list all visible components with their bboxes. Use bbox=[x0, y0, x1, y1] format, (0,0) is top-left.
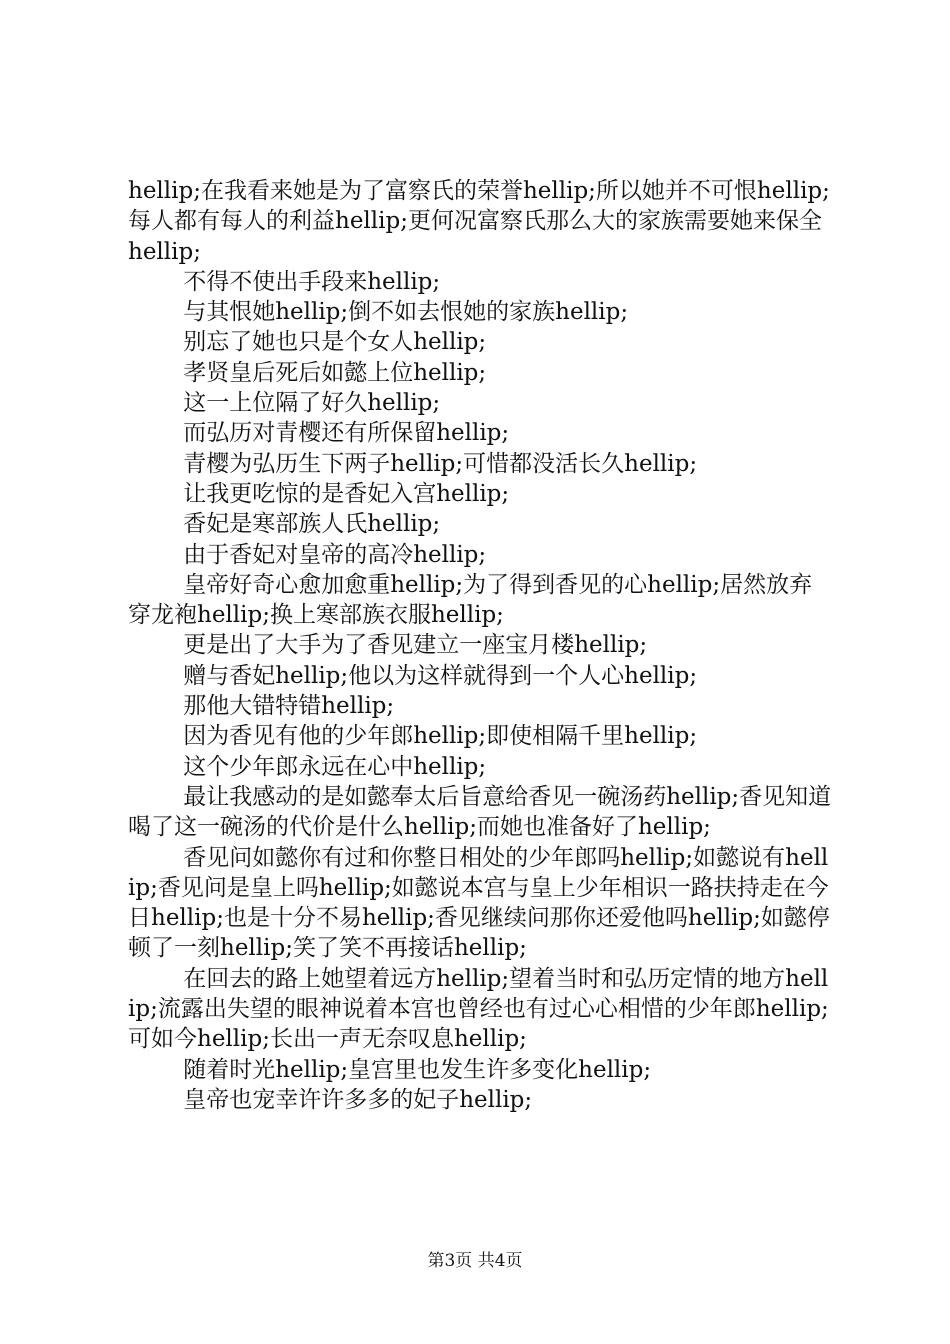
paragraph: 皇帝好奇心愈加愈重hellip;为了得到香见的心hellip;居然放弃穿龙袍hellip;换上寒部族衣服hellip; bbox=[128, 571, 813, 629]
paragraph: 别忘了她也只是个女人hellip; bbox=[183, 329, 487, 356]
paragraph: 更是出了大手为了香见建立一座宝月楼hellip; bbox=[183, 632, 648, 659]
paragraph: 孝贤皇后死后如懿上位hellip; bbox=[183, 359, 487, 386]
paragraph: 在回去的路上她望着远方hellip;望着当时和弘历定情的地方hellip;流露出失望的眼神说着本宫也曾经也有过心心相惜的少年郎hellip;可如今hellip;长出一声无奈叹息hellip; bbox=[128, 965, 829, 1053]
paragraph: 不得不使出手段来hellip; bbox=[183, 268, 441, 295]
paragraph: 随着时光hellip;皇宫里也发生许多变化hellip; bbox=[183, 1056, 652, 1083]
paragraph: 这一上位隔了好久hellip; bbox=[183, 390, 441, 417]
paragraph: 青樱为弘历生下两子hellip;可惜都没活长久hellip; bbox=[183, 450, 698, 477]
paragraph: 那他大错特错hellip; bbox=[183, 693, 395, 720]
paragraph: 与其恨她hellip;倒不如去恨她的家族hellip; bbox=[183, 299, 629, 326]
paragraph: 这个少年郎永远在心中hellip; bbox=[183, 753, 487, 780]
paragraph: 香见问如懿你有过和你整日相处的少年郎吗hellip;如懿说有hellip;香见问是皇上吗hellip;如懿说本宫与皇上少年相识一路扶持走在今日hellip;也是十分不易hellip;香见继续问那你还爱他吗hellip;如懿停顿了一刻hellip;笑了笑不再接话hellip; bbox=[128, 844, 830, 962]
body-text bbox=[128, 176, 834, 1115]
paragraph: 让我更吃惊的是香妃入宫hellip; bbox=[183, 480, 510, 507]
paragraph: 由于香妃对皇帝的高冷hellip; bbox=[183, 541, 487, 568]
paragraph: 赠与香妃hellip;他以为这样就得到一个人心hellip; bbox=[183, 662, 698, 689]
paragraph: hellip;在我看来她是为了富察氏的荣誉hellip;所以她并不可恨hellip;每人都有每人的利益hellip;更何况富察氏那么大的家族需要她来保全hellip; bbox=[128, 178, 830, 265]
paragraph: 因为香见有他的少年郎hellip;即使相隔千里hellip; bbox=[183, 723, 698, 750]
paragraph: 而弘历对青樱还有所保留hellip; bbox=[183, 420, 510, 447]
page-number-footer: 第3页 共4页 bbox=[427, 1251, 523, 1271]
paragraph: 最让我感动的是如懿奉太后旨意给香见一碗汤药hellip;香见知道喝了这一碗汤的代价是什么hellip;而她也准备好了hellip; bbox=[128, 783, 832, 841]
paragraph: 皇帝也宠幸许许多多的妃子hellip; bbox=[183, 1086, 533, 1113]
paragraph: 香妃是寒部族人氏hellip; bbox=[183, 511, 441, 538]
